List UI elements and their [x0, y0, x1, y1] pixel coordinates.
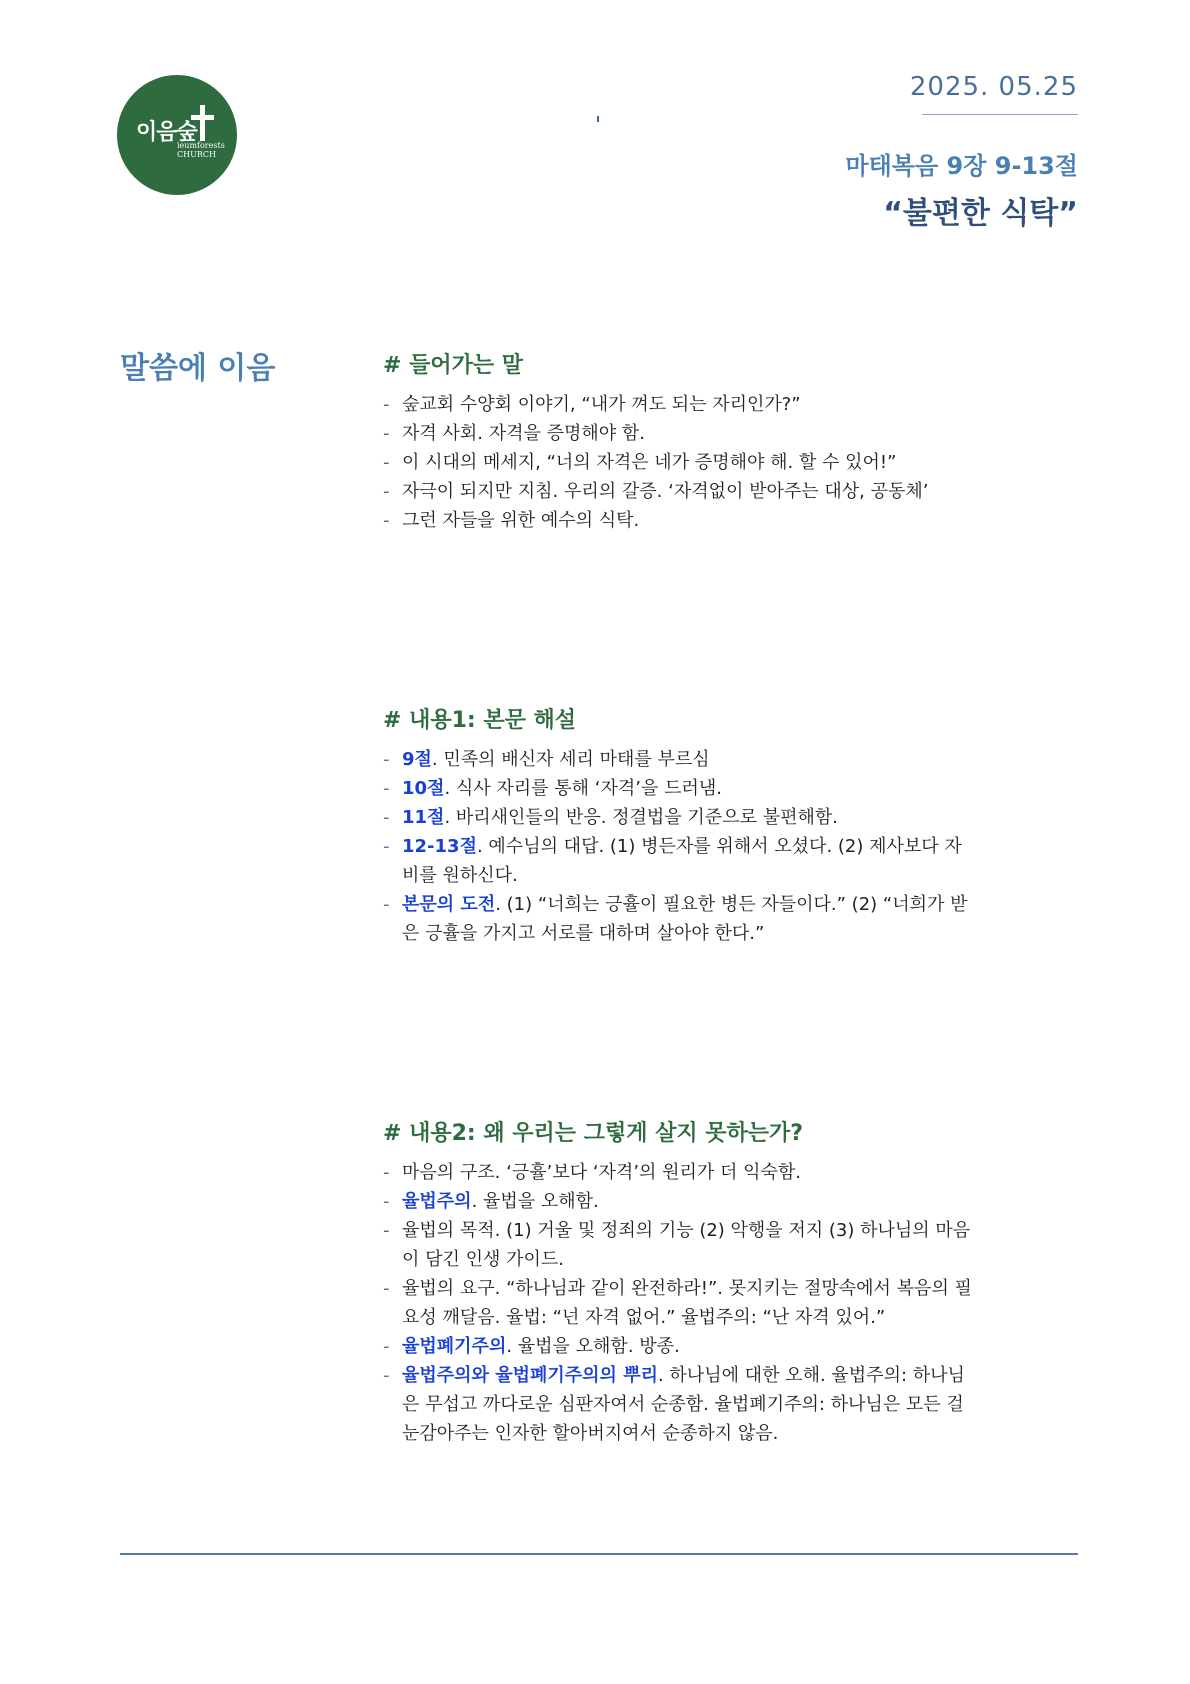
- list-item: - 율법의 목적. (1) 거울 및 정죄의 기능 (2) 악행을 저지 (3) 하나님의 마음이 담긴 인생 가이드.: [383, 1220, 971, 1270]
- list-item: - 숲교회 수양회 이야기, “내가 껴도 되는 자리인가?”: [383, 394, 801, 415]
- section-intro: [383, 348, 978, 535]
- list-item: - 그런 자들을 위한 예수의 식탁.: [383, 510, 640, 531]
- list-item: - 12-13절. 예수님의 대답. (1) 병든자를 위해서 오셨다. (2) 제사보다 자비를 원하신다.: [383, 836, 962, 886]
- list-item: - 율법주의와 율법폐기주의의 뿌리. 하나님에 대한 오해. 율법주의: 하나님은 무섭고 까다로운 심판자여서 순종함. 율법폐기주의: 하나님은 모든 걸 눈감아주는 인자한 할아버지여서 순종하지 않음.: [383, 1365, 965, 1444]
- highlight-text: 12-13절: [402, 836, 477, 857]
- section-heading: # 내용1: 본문 해설: [383, 708, 577, 733]
- footer-divider: [120, 1553, 1078, 1555]
- list-item: - 11절. 바리새인들의 반응. 정결법을 기준으로 불편해함.: [383, 807, 838, 828]
- list-item: - 율법폐기주의. 율법을 오해함. 방종.: [383, 1336, 680, 1357]
- section-side-label: 말씀에 이음: [120, 351, 276, 386]
- section-content-2: [383, 1116, 978, 1448]
- sermon-date: 2025. 05.25: [909, 72, 1078, 102]
- highlight-text: 본문의 도전: [402, 894, 496, 915]
- highlight-text: 율법주의와 율법폐기주의의 뿌리: [402, 1365, 658, 1386]
- bullet-list: [383, 745, 978, 948]
- bullet-list: [383, 390, 978, 535]
- list-item: - 율법주의. 율법을 오해함.: [383, 1191, 599, 1212]
- highlight-text: 11절: [402, 807, 445, 828]
- scripture-reference: 마태복음 9장 9-13절: [845, 152, 1078, 180]
- section-heading: # 내용2: 왜 우리는 그렇게 살지 못하는가?: [383, 1121, 804, 1146]
- sermon-title: “불편한 식탁”: [883, 196, 1078, 231]
- highlight-text: 9절: [402, 749, 432, 770]
- cross-icon: [188, 105, 218, 145]
- list-item: - 9절. 민족의 배신자 세리 마태를 부르심: [383, 749, 710, 770]
- list-item: - 율법의 요구. “하나님과 같이 완전하라!”. 못지키는 절망속에서 복음의 필요성 깨달음. 율법: “넌 자격 없어.” 율법주의: “난 자격 있어.”: [383, 1278, 972, 1328]
- list-item: - 본문의 도전. (1) “너희는 긍휼이 필요한 병든 자들이다.” (2) “너희가 받은 긍휼을 가지고 서로를 대하며 살아야 한다.”: [383, 894, 968, 944]
- logo-text: 이음숲: [136, 120, 197, 145]
- date-divider: [922, 114, 1078, 115]
- stray-mark: [597, 116, 599, 122]
- logo-subtext: ieumforests CHURCH: [177, 141, 225, 159]
- church-logo: [117, 75, 237, 195]
- list-item: - 10절. 식사 자리를 통해 ‘자격’을 드러냄.: [383, 778, 722, 799]
- section-heading: # 들어가는 말: [383, 353, 524, 378]
- highlight-text: 율법폐기주의: [402, 1336, 507, 1357]
- list-item: - 자격 사회. 자격을 증명해야 함.: [383, 423, 645, 444]
- highlight-text: 10절: [402, 778, 445, 799]
- list-item: - 마음의 구조. ‘긍휼’보다 ‘자격’의 원리가 더 익숙함.: [383, 1162, 802, 1183]
- section-content-1: [383, 703, 978, 948]
- list-item: - 자극이 되지만 지침. 우리의 갈증. ‘자격없이 받아주는 대상, 공동체’: [383, 481, 929, 502]
- bullet-list: [383, 1158, 978, 1448]
- list-item: - 이 시대의 메세지, “너의 자격은 네가 증명해야 해. 할 수 있어!”: [383, 452, 897, 473]
- highlight-text: 율법주의: [402, 1191, 472, 1212]
